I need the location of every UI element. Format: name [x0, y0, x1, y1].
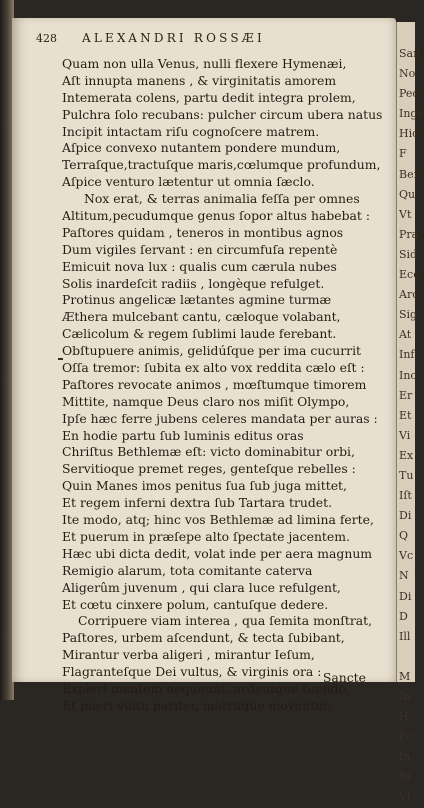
facing-fragment: Q — [399, 529, 409, 543]
text-line: Aſt innupta manens , & virginitatis amorem — [62, 72, 337, 88]
facing-fragment: Ber — [399, 167, 419, 181]
text-line: Et puerum in præſepe alto ſpectate jacentem. — [62, 528, 350, 544]
text-line: Obſtupuere animis, gelidúſque per ima cucurrit — [62, 343, 362, 359]
text-line: Intemerata colens, partu dedit integra prolem, — [62, 89, 356, 105]
text-line: Paſtores, urbem aſcendunt, & tecta ſubibant, — [62, 630, 345, 646]
text-line: Mirantur verba aligeri , mirantur Ieſum, — [62, 647, 315, 663]
text-line: Et cœtu cinxere polum, cantuſque dedere. — [62, 596, 329, 612]
poem-text — [62, 56, 404, 715]
text-line: Solis inardeſcit radiis , longèque refulget. — [62, 275, 325, 291]
facing-fragment: Pc — [399, 730, 413, 744]
text-line: Aligerûm juvenum , qui clara luce refulgent, — [62, 579, 341, 595]
facing-fragment: H — [399, 710, 409, 724]
text-line: Ite modo, atq; hinc vos Bethlemæ ad limina ferte, — [62, 512, 374, 528]
facing-fragment: Vt — [399, 207, 412, 221]
facing-fragment: Inf — [399, 348, 415, 362]
facing-fragment: At — [399, 328, 412, 342]
text-line: Aſpice convexo nutantem pondere mundum, — [62, 140, 341, 156]
page-number: 428 — [36, 32, 57, 45]
text-line: Protinus angelicæ lætantes agmine turmæ — [62, 292, 332, 308]
facing-fragment: Iſt — [399, 489, 412, 503]
margin-mark — [58, 358, 63, 360]
facing-fragment: Pra — [399, 227, 419, 241]
text-line: Hæc ubi dicta dedit, volat inde per aera magnum — [62, 545, 373, 561]
facing-fragment: Arc — [399, 288, 419, 302]
text-line: Mittite, namque Deus claro nos miſit Olympo, — [62, 393, 350, 409]
text-line: Dum vigiles ſervant : en circumfuſa repentè — [62, 241, 338, 257]
book-page — [12, 18, 396, 713]
text-line: Expleri mentem nequeunt, ardentque tuendo, — [62, 680, 350, 696]
facing-fragment: Et — [399, 408, 412, 422]
text-line: Paſtores revocate animos , mœſtumque timorem — [62, 376, 367, 392]
text-line: Aſpice venturo lætentur ut omnia ſæclo. — [62, 174, 315, 190]
facing-fragment: In — [399, 750, 411, 764]
text-line: Incipit intactam riſu cognoſcere matrem. — [62, 123, 320, 139]
text-line: Terraſque,tractuſque maris,cœlumque profundum, — [62, 157, 381, 173]
text-line: Et pueri vultu pariter, matriſque moventur. — [62, 697, 332, 713]
facing-fragment: Sid — [399, 247, 418, 261]
text-line: Servitioque premet reges, genteſque rebelles : — [62, 461, 356, 477]
text-line: Et regem inferni dextra ſub Tartara trudet. — [62, 495, 333, 511]
facing-fragment: Ill — [399, 629, 411, 643]
facing-fragment: San — [399, 47, 421, 60]
facing-fragment: Hic — [399, 127, 419, 141]
text-line: Nox erat, & terras animalia feſſa per omnes — [84, 191, 360, 207]
facing-page-edge — [396, 22, 424, 804]
facing-page-text — [397, 44, 424, 808]
text-line: Pulchra ſolo recubans: pulcher circum ubera natus — [62, 106, 383, 122]
text-line: Altitum,pecudumque genus ſopor altus habebat : — [62, 208, 370, 224]
facing-fragment: Ex — [399, 448, 414, 462]
facing-fragment: Er — [399, 388, 413, 402]
facing-fragment: Pec — [399, 87, 419, 101]
text-line: Quin Manes imos penitus ſua ſub juga mittet, — [62, 478, 347, 494]
text-line: Oſſa tremor: ſubita ex alto vox reddita cælo eſt : — [62, 360, 365, 376]
text-line: Cælicolum & regem ſublimi laude ferebant. — [62, 326, 337, 342]
running-head: ALEXANDRI ROSSÆI — [82, 31, 265, 45]
facing-fragment: M — [399, 669, 411, 683]
text-line: Chriſtus Bethlemæ eſt: victo dominabitur orbi, — [62, 444, 355, 460]
text-line: Flagranteſque Dei vultus, & virginis ora : — [62, 664, 322, 680]
text-line: En hodie partu ſub luminis editus oras — [62, 427, 304, 443]
facing-fragment: F — [399, 147, 407, 161]
facing-fragment: Di — [399, 589, 412, 603]
facing-fragment: Ri — [399, 770, 411, 784]
facing-fragment: Qu — [399, 187, 416, 201]
facing-fragment: Di — [399, 509, 412, 523]
facing-fragment: N — [399, 569, 409, 583]
text-line: Quam non ulla Venus, nulli flexere Hymenæi, — [62, 56, 347, 71]
facing-fragment — [397, 647, 424, 667]
facing-fragment: Vi — [399, 428, 411, 442]
text-line: Corripuere viam interea , qua ſemita monſtrat, — [78, 613, 373, 629]
facing-fragment: Sig — [399, 308, 418, 322]
facing-fragment: Vc — [399, 549, 414, 563]
catchword: Sancte — [322, 670, 366, 685]
text-line: Æthera mulcebant cantu, cæloque volabant, — [62, 309, 341, 325]
text-line: Emicuit nova lux : qualis cum cærula nubes — [62, 258, 337, 274]
page-header — [36, 30, 392, 50]
facing-fragment: Vi — [399, 790, 411, 804]
text-line: Remigio alarum, tota comitante caterva — [62, 562, 313, 578]
facing-fragment: Inge — [399, 107, 424, 121]
facing-fragment: D — [399, 609, 408, 623]
facing-fragment: Tu — [399, 468, 414, 482]
facing-fragment: No — [399, 67, 416, 81]
text-line: Paſtores quidam , teneros in montibus agnos — [62, 224, 344, 240]
facing-fragment: Inc — [399, 368, 417, 382]
facing-fragment: In — [399, 690, 411, 703]
text-line: Ipſe hæc ferre jubens celeres mandata per auras : — [62, 410, 378, 426]
facing-fragment: Ecc — [399, 268, 420, 282]
